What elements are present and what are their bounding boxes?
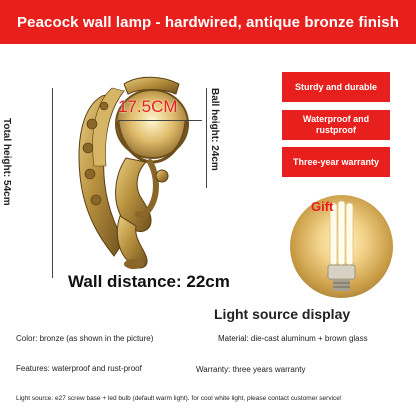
spec-material: Material: die-cast aluminum + brown glass [218, 334, 368, 343]
gift-bulb-panel [290, 195, 393, 298]
gift-label: Gift [311, 199, 334, 214]
total-height-guide [52, 88, 53, 278]
wall-distance-label: Wall distance: 22cm [68, 272, 230, 291]
banner-title: Peacock wall lamp - hardwired, antique bronze finish [17, 13, 399, 31]
spec-warranty: Warranty: three years warranty [196, 365, 306, 374]
width-label: 17.5CM [118, 97, 178, 116]
ball-height-guide [206, 88, 207, 188]
feature-warranty: Three-year warranty [282, 147, 390, 177]
spec-light-source: Light source: e27 screw base + led bulb (default warm light). for cool white light, please contact customer service! [16, 395, 342, 402]
feature-sturdy: Sturdy and durable [282, 72, 390, 102]
spec-features: Features: waterproof and rust-proof [16, 364, 142, 373]
led-bulb-icon [290, 195, 393, 298]
ball-height-label: Ball height: 24cm [209, 88, 220, 171]
feature-waterproof: Waterproof and rustproof [282, 110, 390, 140]
title-banner [0, 0, 416, 44]
light-source-title: Light source display [214, 306, 351, 322]
feature-list [282, 72, 392, 185]
total-height-label: Total height: 54cm [1, 118, 12, 206]
width-guide [118, 120, 202, 121]
spec-color: Color: bronze (as shown in the picture) [16, 334, 154, 343]
